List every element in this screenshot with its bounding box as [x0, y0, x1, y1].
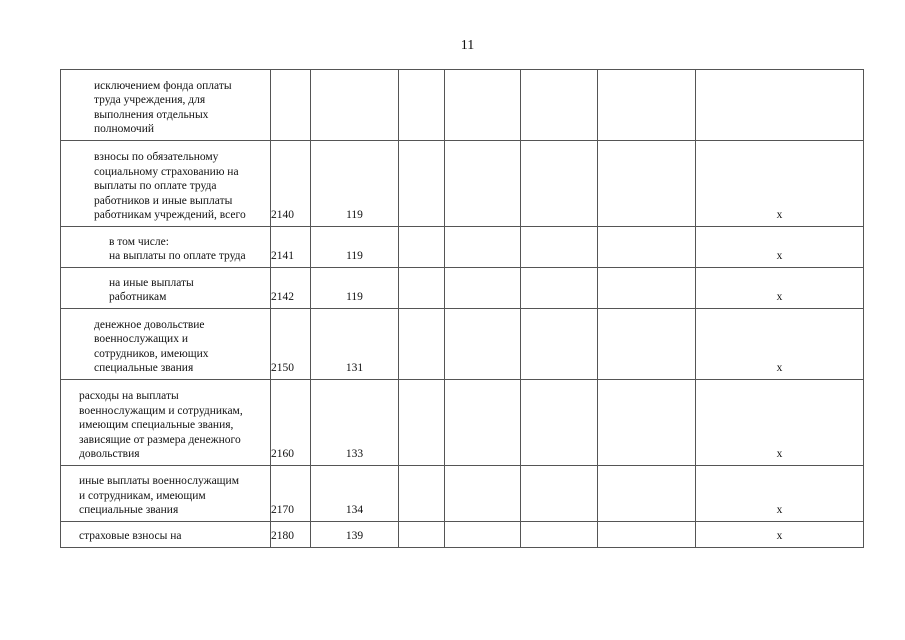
empty-cell [521, 70, 598, 141]
empty-cell [445, 380, 521, 466]
row-mark: x [696, 380, 864, 466]
row-code: 2142 [271, 268, 311, 309]
empty-cell [445, 141, 521, 227]
table-row [61, 522, 864, 548]
table-row [61, 466, 864, 522]
empty-cell [598, 70, 696, 141]
empty-cell [521, 309, 598, 380]
row-code: 2141 [271, 227, 311, 268]
empty-cell [445, 268, 521, 309]
row-mark: x [696, 309, 864, 380]
empty-cell [399, 380, 445, 466]
empty-cell [445, 70, 521, 141]
row-code: 2170 [271, 466, 311, 522]
table-row [61, 309, 864, 380]
row-description: исключением фонда оплаты труда учреждения, для выполнения отдельных полномочий [61, 70, 271, 141]
empty-cell [598, 522, 696, 548]
empty-cell [598, 268, 696, 309]
row-kosgu: 139 [311, 522, 399, 548]
row-code: 2150 [271, 309, 311, 380]
empty-cell [399, 309, 445, 380]
row-mark: x [696, 141, 864, 227]
row-description: иные выплаты военнослужащим и сотрудникам, имеющим специальные звания [61, 466, 271, 522]
row-description: в том числе: на выплаты по оплате труда [61, 227, 271, 268]
row-mark: x [696, 522, 864, 548]
empty-cell [598, 309, 696, 380]
empty-cell [598, 380, 696, 466]
empty-cell [445, 309, 521, 380]
table-row [61, 70, 864, 141]
row-code: 2160 [271, 380, 311, 466]
row-kosgu: 119 [311, 268, 399, 309]
table-row [61, 227, 864, 268]
row-description: взносы по обязательному социальному страхованию на выплаты по оплате труда работников и иные выплаты работникам учреждений, всего [61, 141, 271, 227]
empty-cell [521, 268, 598, 309]
table-row [61, 141, 864, 227]
page-number: 11 [460, 38, 475, 53]
table-row [61, 380, 864, 466]
row-kosgu [311, 70, 399, 141]
row-code: 2140 [271, 141, 311, 227]
row-code [271, 70, 311, 141]
empty-cell [521, 141, 598, 227]
empty-cell [445, 227, 521, 268]
empty-cell [445, 466, 521, 522]
empty-cell [399, 141, 445, 227]
empty-cell [521, 522, 598, 548]
row-description: денежное довольствие военнослужащих и сотрудников, имеющих специальные звания [61, 309, 271, 380]
row-kosgu: 134 [311, 466, 399, 522]
empty-cell [445, 522, 521, 548]
row-mark [696, 70, 864, 141]
row-mark: x [696, 268, 864, 309]
financial-table [60, 69, 864, 548]
empty-cell [399, 227, 445, 268]
empty-cell [598, 141, 696, 227]
empty-cell [521, 227, 598, 268]
empty-cell [399, 268, 445, 309]
empty-cell [399, 522, 445, 548]
row-kosgu: 119 [311, 227, 399, 268]
table-row [61, 268, 864, 309]
row-kosgu: 131 [311, 309, 399, 380]
row-kosgu: 119 [311, 141, 399, 227]
row-kosgu: 133 [311, 380, 399, 466]
empty-cell [399, 70, 445, 141]
row-code: 2180 [271, 522, 311, 548]
empty-cell [598, 227, 696, 268]
row-description: на иные выплаты работникам [61, 268, 271, 309]
empty-cell [521, 466, 598, 522]
empty-cell [521, 380, 598, 466]
empty-cell [598, 466, 696, 522]
row-mark: x [696, 466, 864, 522]
row-mark: x [696, 227, 864, 268]
row-description: страховые взносы на [61, 522, 271, 548]
row-description: расходы на выплаты военнослужащим и сотрудникам, имеющим специальные звания, зависящие от размера денежного довольствия [61, 380, 271, 466]
empty-cell [399, 466, 445, 522]
